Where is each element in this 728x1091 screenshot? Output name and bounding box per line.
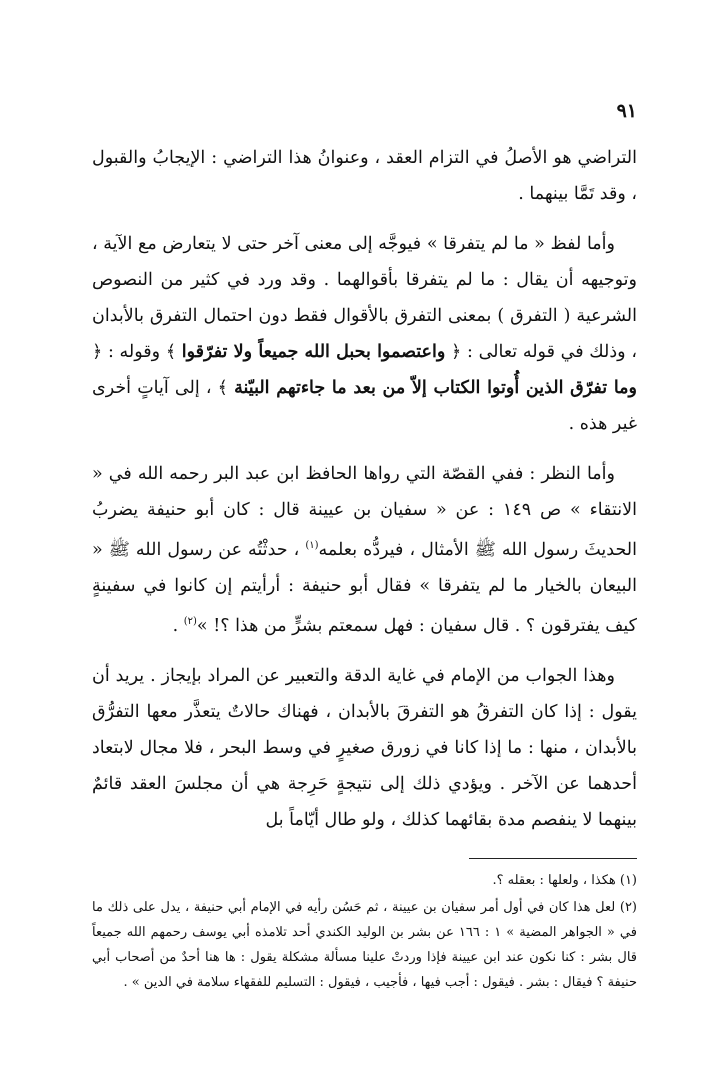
- paragraph-3-part-2: ، حدثْتُه عن رسول الله ﷺ « البيعان بالخيار ما لم يتفرقا » فقال أبو حنيفة : أرأيتم إن كانوا في سفينةٍ كيف يفترقون ؟ . قال سفيان : فهل سمعتم بشرٍّ من هذا ؟! »: [92, 539, 637, 636]
- paragraph-3-part-1: وأما النظر : ففي القصّة التي رواها الحافظ ابن عبد البر رحمه الله في « الانتقاء » ص ١٤٩ : عن « سفيان بن عيينة قال : كان أبو حنيفة يضربُ الحديثَ رسول الله ﷺ الأمثال ، فيردُّه بعلمه: [92, 464, 637, 560]
- footnote-2: (٢) لعل هذا كان في أول أمر سفيان بن عيينة ، ثم حَسُن رأيه في الإمام أبي حنيفة ، يدل على ذلك ما في « الجواهر المضية » ١ : ١٦٦ عن بشر بن الوليد الكندي أحد تلامذه أبي يوسف رحمهم الله جميعاً قال بشر : كنا نكون عند ابن عيينة فإذا وردتْ علينا مسألة مشكلة يقول : ها هنا أحدٌ من أصحاب أبي حنيفة ؟ فيقال : بشر . فيقول : أجب فيها ، فأجيب ، فيقول : التسليم للفقهاء سلامة في الدين » .: [92, 900, 637, 990]
- paragraph-1: التراضي هو الأصلُ في التزام العقد ، وعنوانُ هذا التراضي : الإيجابُ والقبول ، وقد تَمَّا بينهما .: [92, 148, 637, 204]
- footnote-1: (١) هكذا ، ولعلها : بعقله ؟.: [492, 873, 637, 888]
- main-text: [92, 140, 637, 852]
- paragraph-2: [92, 226, 637, 442]
- paragraph-3-part-3: .: [172, 615, 184, 636]
- quran-verse-1: واعتصموا بحبل الله جميعاً ولا تفرّقوا: [181, 342, 446, 362]
- footnote-ref-2: (٢): [183, 615, 197, 627]
- paragraph-2-middle: ﴾ وقوله : ﴿: [92, 342, 177, 362]
- paragraph-4: وهذا الجواب من الإمام في غاية الدقة والتعبير عن المراد بإيجاز . يريد أن يقول : إذا كان التفرقُ هو التفرقَ بالأبدان ، فهناك حالاتٌ يتعذَّر معها التفرُّق بالأبدان ، منها : ما إذا كانا في زورق صغيرٍ في وسط البحر ، فلا مجال لابتعاد أحدهما عن الآخر . ويؤدي ذلك إلى نتيجةٍ حَرِجة هي أن مجلسَ العقد قائمٌ بينهما لا ينفصم مدة بقائهما كذلك ، ولو طال أيّاماً بل: [92, 665, 637, 830]
- footnote-ref-1: (١): [305, 540, 319, 551]
- paragraph-3: [92, 456, 637, 644]
- quran-verse-2: وما تفرّق الذين أُوتوا الكتاب إلاّ من بعد ما جاءتهم البيّنة: [234, 378, 637, 398]
- footnotes: [92, 868, 637, 997]
- paragraph-2-end: ﴾ ، إلى آياتٍ أخرى غير هذه .: [92, 378, 637, 434]
- paragraph-2-intro: وأما لفظ « ما لم يتفرقا » فيوجَّه إلى معنى آخر حتى لا يتعارض مع الآية ، وتوجيهه أن يقال : ما لم يتفرقا بأقوالهما . وقد ورد في كثير من النصوص الشرعية ( التفرق ) بمعنى التفرق بالأقوال فقط دون احتمال التفرق بالأبدان ، وذلك في قوله تعالى : ﴿: [92, 234, 637, 362]
- footnote-divider: [469, 858, 637, 859]
- page-number: ٩١: [616, 100, 637, 122]
